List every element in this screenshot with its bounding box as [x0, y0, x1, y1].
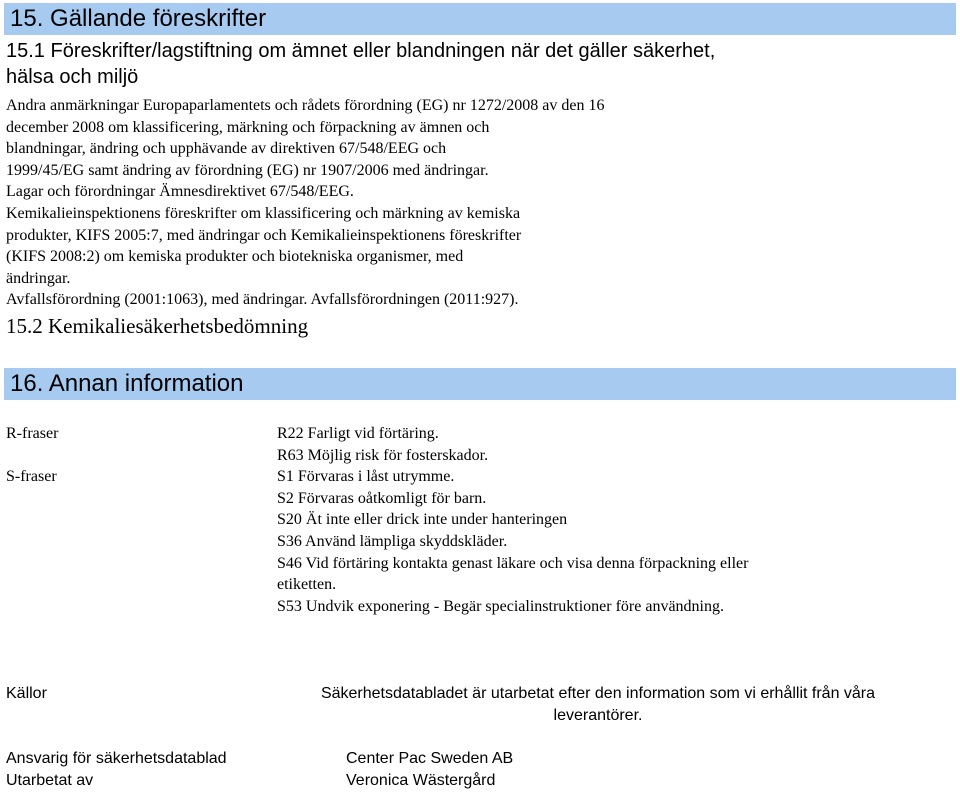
phrase-list	[277, 423, 748, 617]
r-phrases-label: R-fraser	[6, 425, 59, 442]
phrase-item: etiketten.	[277, 576, 337, 594]
s-phrases-label: S-fraser	[6, 468, 57, 485]
regulation-line: (KIFS 2008:2) om kemiska produkter och biotekniska organismer, med	[6, 248, 464, 266]
responsible-value: Center Pac Sweden AB	[346, 750, 514, 767]
subsection-15-1-heading-line: hälsa och miljö	[6, 66, 139, 88]
phrase-item: R63 Möjlig risk för fosterskador.	[277, 446, 489, 464]
subsection-15-1-heading-line: 15.1 Föreskrifter/lagstiftning om ämnet eller blandningen när det gäller säkerhet,	[6, 40, 716, 62]
regulation-line: Kemikalieinspektionens föreskrifter om klassificering och märkning av kemiska	[6, 204, 521, 222]
regulation-line: Andra anmärkningar Europaparlamentets och rådets förordning (EG) nr 1272/2008 av den 16	[6, 97, 605, 114]
regulation-line: Lagar och förordningar Ämnesdirektivet 67/548/EEG.	[6, 183, 354, 201]
sources-text-line: Säkerhetsdatabladet är utarbetat efter den information som vi erhållit från våra	[320, 685, 876, 702]
regulation-line: december 2008 om klassificering, märkning och förpackning av ämnen och	[6, 118, 490, 136]
prepared-by-value: Veronica Wästergård	[346, 772, 496, 789]
phrase-item: S53 Undvik exponering - Begär specialinstruktioner före användning.	[277, 597, 724, 615]
regulation-line: 1999/45/EG samt ändring av förordning (EG) nr 1907/2006 med ändringar.	[6, 161, 489, 179]
sources-label: Källor	[6, 685, 47, 702]
sources-text-line: leverantörer.	[553, 707, 643, 724]
subsection-15-1-heading	[6, 38, 951, 90]
responsible-label: Ansvarig för säkerhetsdatablad	[6, 750, 227, 767]
subsection-15-2-heading: 15.2 Kemikaliesäkerhetsbedömning	[6, 314, 309, 338]
phrase-item: S46 Vid förtäring kontakta genast läkare och visa denna förpackning eller	[277, 554, 749, 572]
section-15-heading: 15. Gällande föreskrifter	[4, 3, 956, 35]
regulation-line: Avfallsförordning (2001:1063), med ändringar. Avfallsförordningen (2011:927).	[6, 291, 519, 309]
sources-text	[268, 683, 928, 727]
phrase-item: S2 Förvaras oåtkomligt för barn.	[277, 489, 487, 507]
regulation-text	[6, 95, 951, 311]
phrase-item: S1 Förvaras i låst utrymme.	[277, 468, 455, 486]
phrase-item: S36 Använd lämpliga skyddskläder.	[277, 532, 508, 550]
prepared-by-label: Utarbetat av	[6, 772, 94, 789]
regulation-line: blandningar, ändring och upphävande av direktiven 67/548/EEG och	[6, 140, 447, 158]
phrase-item: R22 Farligt vid förtäring.	[277, 425, 439, 442]
regulation-line: produkter, KIFS 2005:7, med ändringar och Kemikalieinspektionens föreskrifter	[6, 226, 522, 244]
section-16-heading: 16. Annan information	[4, 368, 956, 400]
phrase-item: S20 Ät inte eller drick inte under hanteringen	[277, 511, 568, 529]
regulation-line: ändringar.	[6, 269, 71, 287]
